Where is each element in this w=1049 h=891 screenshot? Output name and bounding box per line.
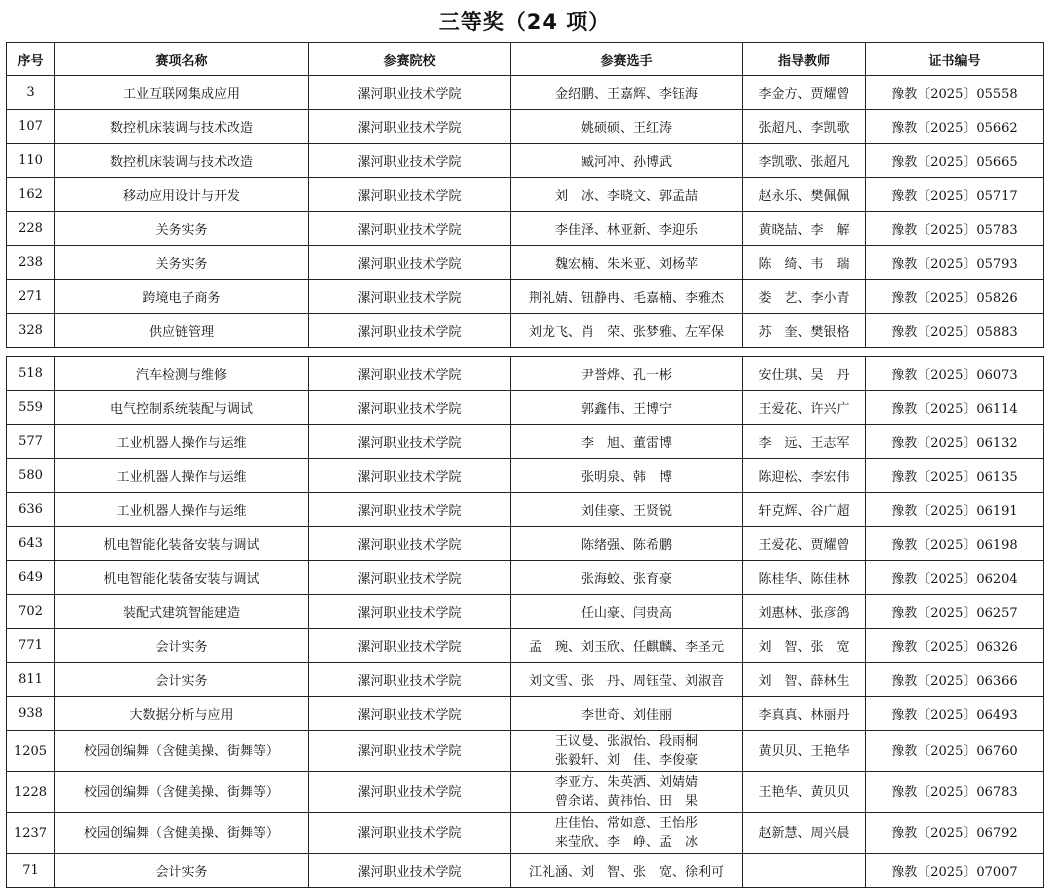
- cell-teachers: [743, 854, 866, 888]
- header-cert: 证书编号: [866, 43, 1044, 76]
- header-no: 序号: [7, 43, 55, 76]
- cell-no: 577: [7, 425, 55, 459]
- cell-cert: 豫教〔2025〕06198: [866, 527, 1044, 561]
- table-row: [7, 595, 1044, 629]
- table-row: [7, 314, 1044, 348]
- cell-event: 关务实务: [55, 212, 309, 246]
- cell-teachers: 娄 艺、李小青: [743, 280, 866, 314]
- table-row: [7, 527, 1044, 561]
- cell-teachers: 陈迎松、李宏伟: [743, 459, 866, 493]
- cell-no: 811: [7, 663, 55, 697]
- cell-no: 71: [7, 854, 55, 888]
- table-row: [7, 493, 1044, 527]
- cell-school: 漯河职业技术学院: [309, 391, 511, 425]
- cell-no: 559: [7, 391, 55, 425]
- table-row: [7, 425, 1044, 459]
- cell-students: 孟 琬、刘玉欣、任麒麟、李圣元: [511, 629, 743, 663]
- cell-students: 臧河冲、孙博武: [511, 144, 743, 178]
- awards-table-part2: [6, 356, 1044, 888]
- cell-event: 会计实务: [55, 663, 309, 697]
- awards-table-part1: [6, 42, 1044, 348]
- page-title: 三等奖（24 项）: [438, 10, 611, 34]
- cell-no: 3: [7, 76, 55, 110]
- cell-no: 1228: [7, 772, 55, 813]
- cell-cert: 豫教〔2025〕07007: [866, 854, 1044, 888]
- cell-teachers: 张超凡、李凯歌: [743, 110, 866, 144]
- cell-school: 漯河职业技术学院: [309, 459, 511, 493]
- table-row: [7, 697, 1044, 731]
- cell-teachers: 安仕琪、吴 丹: [743, 357, 866, 391]
- cell-cert: 豫教〔2025〕06257: [866, 595, 1044, 629]
- cell-cert: 豫教〔2025〕06132: [866, 425, 1044, 459]
- cell-school: 漯河职业技术学院: [309, 854, 511, 888]
- cell-cert: 豫教〔2025〕06493: [866, 697, 1044, 731]
- header-teachers: 指导教师: [743, 43, 866, 76]
- cell-teachers: 轩克辉、谷广超: [743, 493, 866, 527]
- cell-cert: 豫教〔2025〕06366: [866, 663, 1044, 697]
- cell-school: 漯河职业技术学院: [309, 813, 511, 854]
- cell-no: 580: [7, 459, 55, 493]
- cell-cert: 豫教〔2025〕06783: [866, 772, 1044, 813]
- cell-no: 238: [7, 246, 55, 280]
- table-row: [7, 144, 1044, 178]
- cell-event: 机电智能化装备安装与调试: [55, 527, 309, 561]
- cell-students: 江礼涵、刘 智、张 宽、徐利可: [511, 854, 743, 888]
- cell-students: 刘 冰、李晓文、郭孟喆: [511, 178, 743, 212]
- cell-cert: 豫教〔2025〕05883: [866, 314, 1044, 348]
- cell-teachers: 赵永乐、樊佩佩: [743, 178, 866, 212]
- cell-students: 李 旭、董雷博: [511, 425, 743, 459]
- header-students: 参赛选手: [511, 43, 743, 76]
- cell-no: 1205: [7, 731, 55, 772]
- table-row: [7, 391, 1044, 425]
- cell-teachers: 刘惠林、张彦鸽: [743, 595, 866, 629]
- cell-school: 漯河职业技术学院: [309, 697, 511, 731]
- cell-students: 刘佳豪、王贤锐: [511, 493, 743, 527]
- cell-teachers: 陈 绮、韦 瑞: [743, 246, 866, 280]
- cell-no: 110: [7, 144, 55, 178]
- cell-students: 姚硕硕、王红涛: [511, 110, 743, 144]
- cell-teachers: 李金方、贾耀曾: [743, 76, 866, 110]
- cell-school: 漯河职业技术学院: [309, 425, 511, 459]
- cell-no: 649: [7, 561, 55, 595]
- cell-students: 刘文雪、张 丹、周钰莹、刘淑音: [511, 663, 743, 697]
- cell-no: 1237: [7, 813, 55, 854]
- cell-event: 校园创编舞（含健美操、街舞等）: [55, 772, 309, 813]
- table-row: [7, 76, 1044, 110]
- cell-cert: 豫教〔2025〕05826: [866, 280, 1044, 314]
- cell-cert: 豫教〔2025〕05558: [866, 76, 1044, 110]
- cell-event: 移动应用设计与开发: [55, 178, 309, 212]
- table-row: [7, 561, 1044, 595]
- cell-students: 陈绪强、陈希鹏: [511, 527, 743, 561]
- cell-event: 大数据分析与应用: [55, 697, 309, 731]
- students-line-1: 李亚方、朱英洒、刘婧婧: [554, 775, 698, 790]
- table-row: [7, 110, 1044, 144]
- cell-school: 漯河职业技术学院: [309, 731, 511, 772]
- cell-school: 漯河职业技术学院: [309, 212, 511, 246]
- cell-cert: 豫教〔2025〕06760: [866, 731, 1044, 772]
- cell-event: 关务实务: [55, 246, 309, 280]
- students-line-2: 曾余诺、黄祎怡、田 果: [554, 794, 698, 809]
- cell-cert: 豫教〔2025〕05793: [866, 246, 1044, 280]
- cell-school: 漯河职业技术学院: [309, 246, 511, 280]
- cell-school: 漯河职业技术学院: [309, 561, 511, 595]
- table-row: [7, 459, 1044, 493]
- cell-cert: 豫教〔2025〕06204: [866, 561, 1044, 595]
- cell-students: 荆礼婧、钮静冉、毛嘉楠、李雅杰: [511, 280, 743, 314]
- cell-students: 金绍鹏、王嘉辉、李钰海: [511, 76, 743, 110]
- students-line-1: 王议曼、张淑怡、段雨桐: [554, 734, 698, 749]
- cell-school: 漯河职业技术学院: [309, 280, 511, 314]
- cell-school: 漯河职业技术学院: [309, 595, 511, 629]
- table-row: [7, 663, 1044, 697]
- cell-students: 郭鑫伟、王博宁: [511, 391, 743, 425]
- cell-teachers: 刘 智、薛林生: [743, 663, 866, 697]
- cell-students: 李佳泽、林亚新、李迎乐: [511, 212, 743, 246]
- cell-school: 漯河职业技术学院: [309, 772, 511, 813]
- cell-students: 张明泉、韩 博: [511, 459, 743, 493]
- cell-teachers: 黄贝贝、王艳华: [743, 731, 866, 772]
- table-row: [7, 772, 1044, 813]
- cell-event: 校园创编舞（含健美操、街舞等）: [55, 813, 309, 854]
- header-school: 参赛院校: [309, 43, 511, 76]
- students-line-2: 张毅轩、刘 佳、李俊豪: [554, 753, 698, 768]
- table-header-row: [7, 43, 1044, 76]
- cell-no: 643: [7, 527, 55, 561]
- cell-teachers: 赵新慧、周兴晨: [743, 813, 866, 854]
- cell-school: 漯河职业技术学院: [309, 314, 511, 348]
- cell-students: 刘龙飞、肖 荣、张梦雅、左军保: [511, 314, 743, 348]
- cell-event: 会计实务: [55, 629, 309, 663]
- cell-school: 漯河职业技术学院: [309, 527, 511, 561]
- cell-teachers: 李 远、王志军: [743, 425, 866, 459]
- cell-event: 跨境电子商务: [55, 280, 309, 314]
- table-row: [7, 212, 1044, 246]
- table-row: [7, 629, 1044, 663]
- cell-event: 供应链管理: [55, 314, 309, 348]
- cell-event: 工业机器人操作与运维: [55, 459, 309, 493]
- cell-teachers: 刘 智、张 宽: [743, 629, 866, 663]
- cell-teachers: 王爱花、贾耀曾: [743, 527, 866, 561]
- table-row: [7, 731, 1044, 772]
- cell-teachers: 王爱花、许兴广: [743, 391, 866, 425]
- cell-no: 162: [7, 178, 55, 212]
- cell-no: 938: [7, 697, 55, 731]
- cell-school: 漯河职业技术学院: [309, 493, 511, 527]
- students-line-1: 庄佳怡、常如意、王怡彤: [554, 816, 698, 831]
- cell-cert: 豫教〔2025〕06114: [866, 391, 1044, 425]
- table-row: [7, 813, 1044, 854]
- cell-event: 电气控制系统装配与调试: [55, 391, 309, 425]
- cell-event: 工业互联网集成应用: [55, 76, 309, 110]
- table-row: [7, 246, 1044, 280]
- cell-event: 校园创编舞（含健美操、街舞等）: [55, 731, 309, 772]
- cell-cert: 豫教〔2025〕06792: [866, 813, 1044, 854]
- cell-school: 漯河职业技术学院: [309, 629, 511, 663]
- cell-students: 李世奇、刘佳丽: [511, 697, 743, 731]
- cell-cert: 豫教〔2025〕05717: [866, 178, 1044, 212]
- cell-no: 518: [7, 357, 55, 391]
- cell-school: 漯河职业技术学院: [309, 357, 511, 391]
- cell-event: 机电智能化装备安装与调试: [55, 561, 309, 595]
- header-event: 赛项名称: [55, 43, 309, 76]
- cell-teachers: 陈桂华、陈佳林: [743, 561, 866, 595]
- cell-cert: 豫教〔2025〕05783: [866, 212, 1044, 246]
- cell-event: 数控机床装调与技术改造: [55, 110, 309, 144]
- cell-no: 328: [7, 314, 55, 348]
- cell-school: 漯河职业技术学院: [309, 76, 511, 110]
- cell-no: 271: [7, 280, 55, 314]
- cell-cert: 豫教〔2025〕06135: [866, 459, 1044, 493]
- cell-cert: 豫教〔2025〕06073: [866, 357, 1044, 391]
- cell-no: 636: [7, 493, 55, 527]
- cell-students: 任山豪、闫贵高: [511, 595, 743, 629]
- cell-students: 张海蛟、张育豪: [511, 561, 743, 595]
- cell-cert: 豫教〔2025〕06191: [866, 493, 1044, 527]
- cell-event: 工业机器人操作与运维: [55, 493, 309, 527]
- cell-school: 漯河职业技术学院: [309, 178, 511, 212]
- cell-cert: 豫教〔2025〕06326: [866, 629, 1044, 663]
- cell-cert: 豫教〔2025〕05665: [866, 144, 1044, 178]
- table-row: [7, 357, 1044, 391]
- cell-teachers: 苏 奎、樊银格: [743, 314, 866, 348]
- cell-teachers: 李真真、林丽丹: [743, 697, 866, 731]
- table-row: [7, 280, 1044, 314]
- cell-cert: 豫教〔2025〕05662: [866, 110, 1044, 144]
- cell-no: 228: [7, 212, 55, 246]
- cell-students: [511, 772, 743, 813]
- table-row: [7, 854, 1044, 888]
- cell-event: 工业机器人操作与运维: [55, 425, 309, 459]
- cell-students: [511, 731, 743, 772]
- cell-teachers: 黄晓喆、李 解: [743, 212, 866, 246]
- cell-school: 漯河职业技术学院: [309, 663, 511, 697]
- cell-event: 汽车检测与维修: [55, 357, 309, 391]
- cell-students: 魏宏楠、朱米亚、刘杨苹: [511, 246, 743, 280]
- cell-school: 漯河职业技术学院: [309, 110, 511, 144]
- cell-teachers: 李凯歌、张超凡: [743, 144, 866, 178]
- cell-students: [511, 813, 743, 854]
- table-row: [7, 178, 1044, 212]
- cell-event: 数控机床装调与技术改造: [55, 144, 309, 178]
- cell-school: 漯河职业技术学院: [309, 144, 511, 178]
- cell-students: 尹誉烨、孔一彬: [511, 357, 743, 391]
- cell-event: 装配式建筑智能建造: [55, 595, 309, 629]
- cell-no: 107: [7, 110, 55, 144]
- cell-event: 会计实务: [55, 854, 309, 888]
- cell-teachers: 王艳华、黄贝贝: [743, 772, 866, 813]
- cell-no: 771: [7, 629, 55, 663]
- cell-no: 702: [7, 595, 55, 629]
- students-line-2: 来莹欣、李 峥、孟 冰: [554, 835, 698, 850]
